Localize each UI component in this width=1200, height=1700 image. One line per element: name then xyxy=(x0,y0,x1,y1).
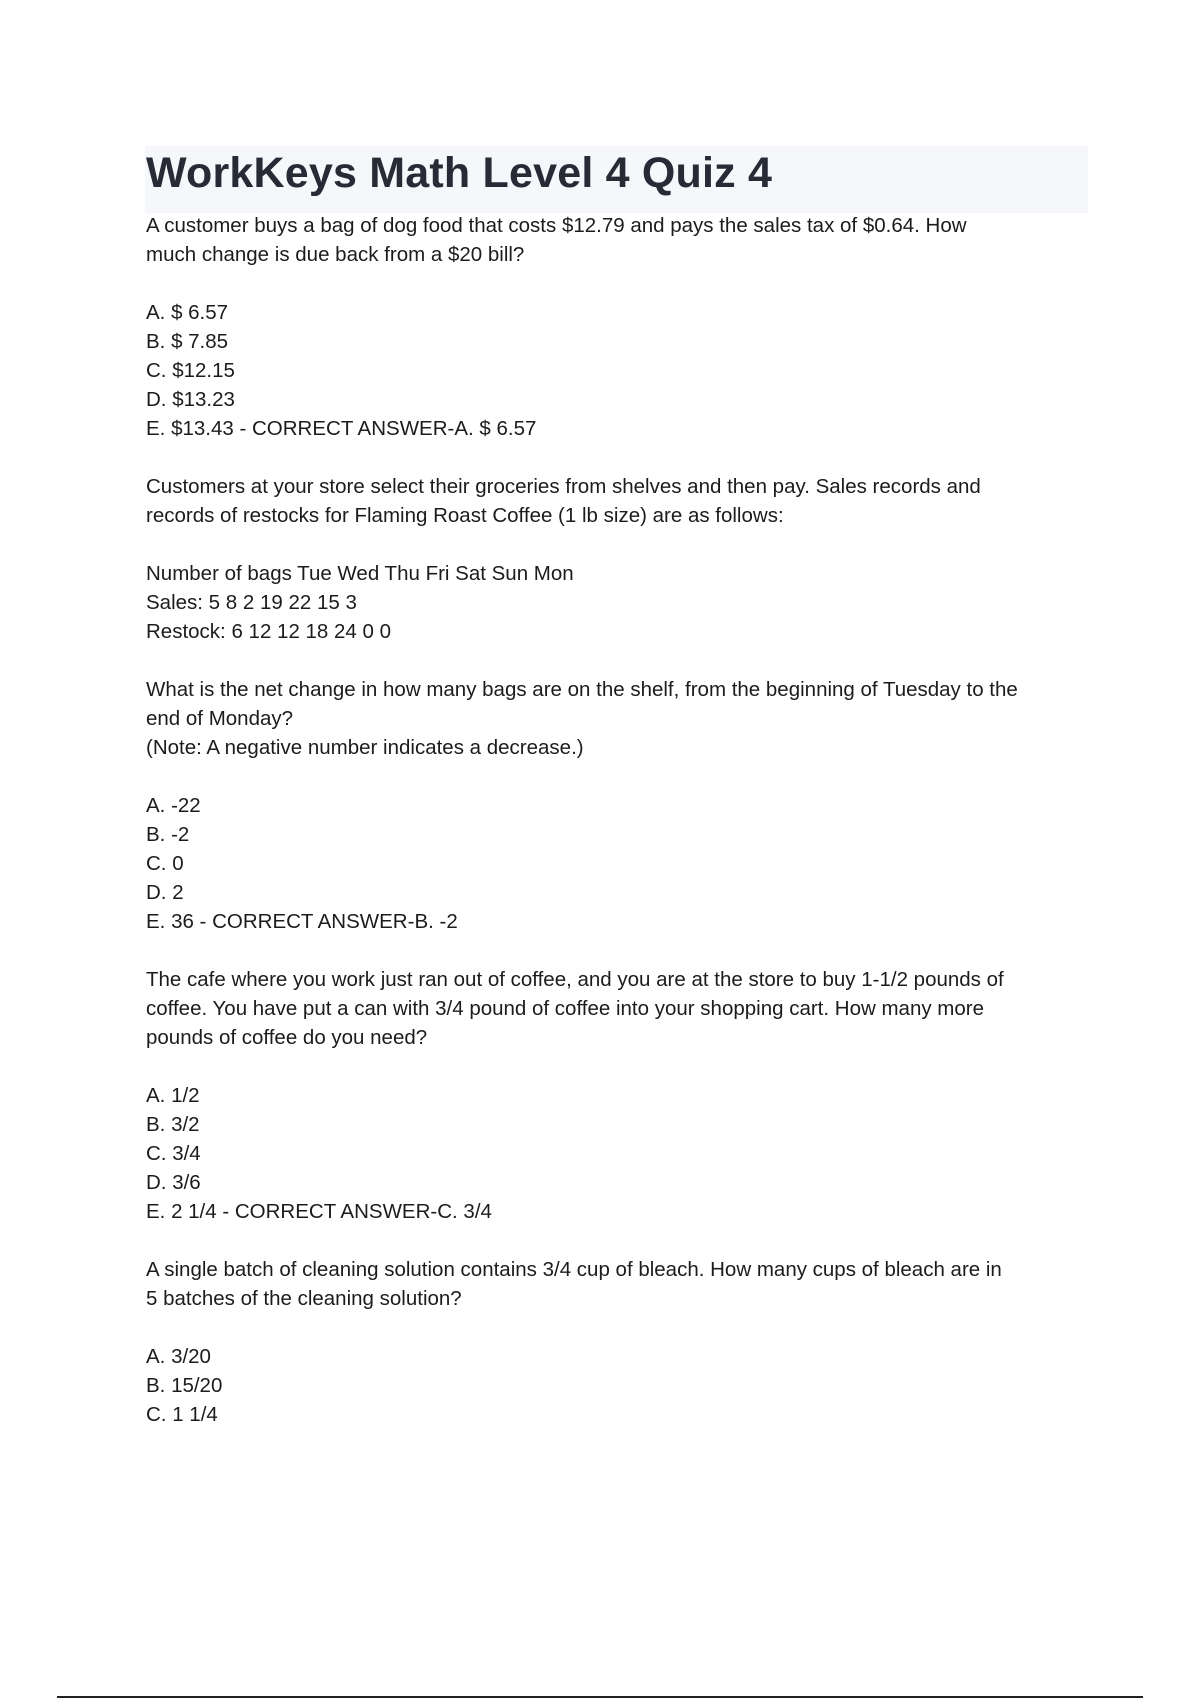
question-4-stem-line: 5 batches of the cleaning solution? xyxy=(146,1287,462,1310)
table-header-row: Number of bags Tue Wed Thu Fri Sat Sun Mon xyxy=(146,562,574,585)
question-4-option-c: C. 1 1/4 xyxy=(146,1403,218,1426)
question-2-options xyxy=(146,791,1091,936)
question-1-option-b: B. $ 7.85 xyxy=(146,330,229,353)
question-1-stem xyxy=(146,211,1091,269)
question-2-option-d: D. 2 xyxy=(146,881,184,904)
document-body xyxy=(146,211,1091,1458)
question-4-stem xyxy=(146,1255,1091,1313)
question-2-intro-line: records of restocks for Flaming Roast Coffee (1 lb size) are as follows: xyxy=(146,504,784,527)
question-4-option-a: A. 3/20 xyxy=(146,1345,211,1368)
question-1-option-d: D. $13.23 xyxy=(146,388,235,411)
table-restock-row: Restock: 6 12 12 18 24 0 0 xyxy=(146,620,392,643)
question-2-option-e-answer: E. 36 - CORRECT ANSWER-B. -2 xyxy=(146,910,458,933)
question-2-stem xyxy=(146,675,1091,762)
question-3-option-a: A. 1/2 xyxy=(146,1084,200,1107)
question-1-options xyxy=(146,298,1091,443)
question-3-option-c: C. 3/4 xyxy=(146,1142,201,1165)
question-3-option-b: B. 3/2 xyxy=(146,1113,200,1136)
question-1-stem-line: much change is due back from a $20 bill? xyxy=(146,243,525,266)
question-3-options xyxy=(146,1081,1091,1226)
question-2-option-a: A. -22 xyxy=(146,794,201,817)
question-2-option-b: B. -2 xyxy=(146,823,190,846)
question-1-option-e-answer: E. $13.43 - CORRECT ANSWER-A. $ 6.57 xyxy=(146,417,537,440)
question-4-stem-line: A single batch of cleaning solution contains 3/4 cup of bleach. How many cups of bleach are in xyxy=(146,1258,1002,1281)
question-2-intro xyxy=(146,472,1091,530)
table-sales-row: Sales: 5 8 2 19 22 15 3 xyxy=(146,591,357,614)
question-1-option-a: A. $ 6.57 xyxy=(146,301,229,324)
footer-divider xyxy=(57,1696,1143,1698)
question-3-stem-line: The cafe where you work just ran out of coffee, and you are at the store to buy 1-1/2 pounds of xyxy=(146,968,1004,991)
question-3-stem-line: pounds of coffee do you need? xyxy=(146,1026,428,1049)
question-2-option-c: C. 0 xyxy=(146,852,184,875)
question-2-stem-line: end of Monday? xyxy=(146,707,294,730)
question-1-option-c: C. $12.15 xyxy=(146,359,235,382)
question-4-option-b: B. 15/20 xyxy=(146,1374,223,1397)
question-1-stem-line: A customer buys a bag of dog food that costs $12.79 and pays the sales tax of $0.64. How xyxy=(146,214,967,237)
question-3-option-d: D. 3/6 xyxy=(146,1171,201,1194)
question-2-data-table xyxy=(146,559,1091,646)
page-title: WorkKeys Math Level 4 Quiz 4 xyxy=(146,149,773,197)
question-2-stem-line: What is the net change in how many bags are on the shelf, from the beginning of Tuesday to the xyxy=(146,678,1018,701)
question-4-options xyxy=(146,1342,1091,1429)
question-3-option-e-answer: E. 2 1/4 - CORRECT ANSWER-C. 3/4 xyxy=(146,1200,492,1223)
question-3-stem xyxy=(146,965,1091,1052)
question-3-stem-line: coffee. You have put a can with 3/4 pound of coffee into your shopping cart. How many more xyxy=(146,997,985,1020)
question-2-intro-line: Customers at your store select their groceries from shelves and then pay. Sales records and xyxy=(146,475,981,498)
question-2-note: (Note: A negative number indicates a decrease.) xyxy=(146,736,584,759)
